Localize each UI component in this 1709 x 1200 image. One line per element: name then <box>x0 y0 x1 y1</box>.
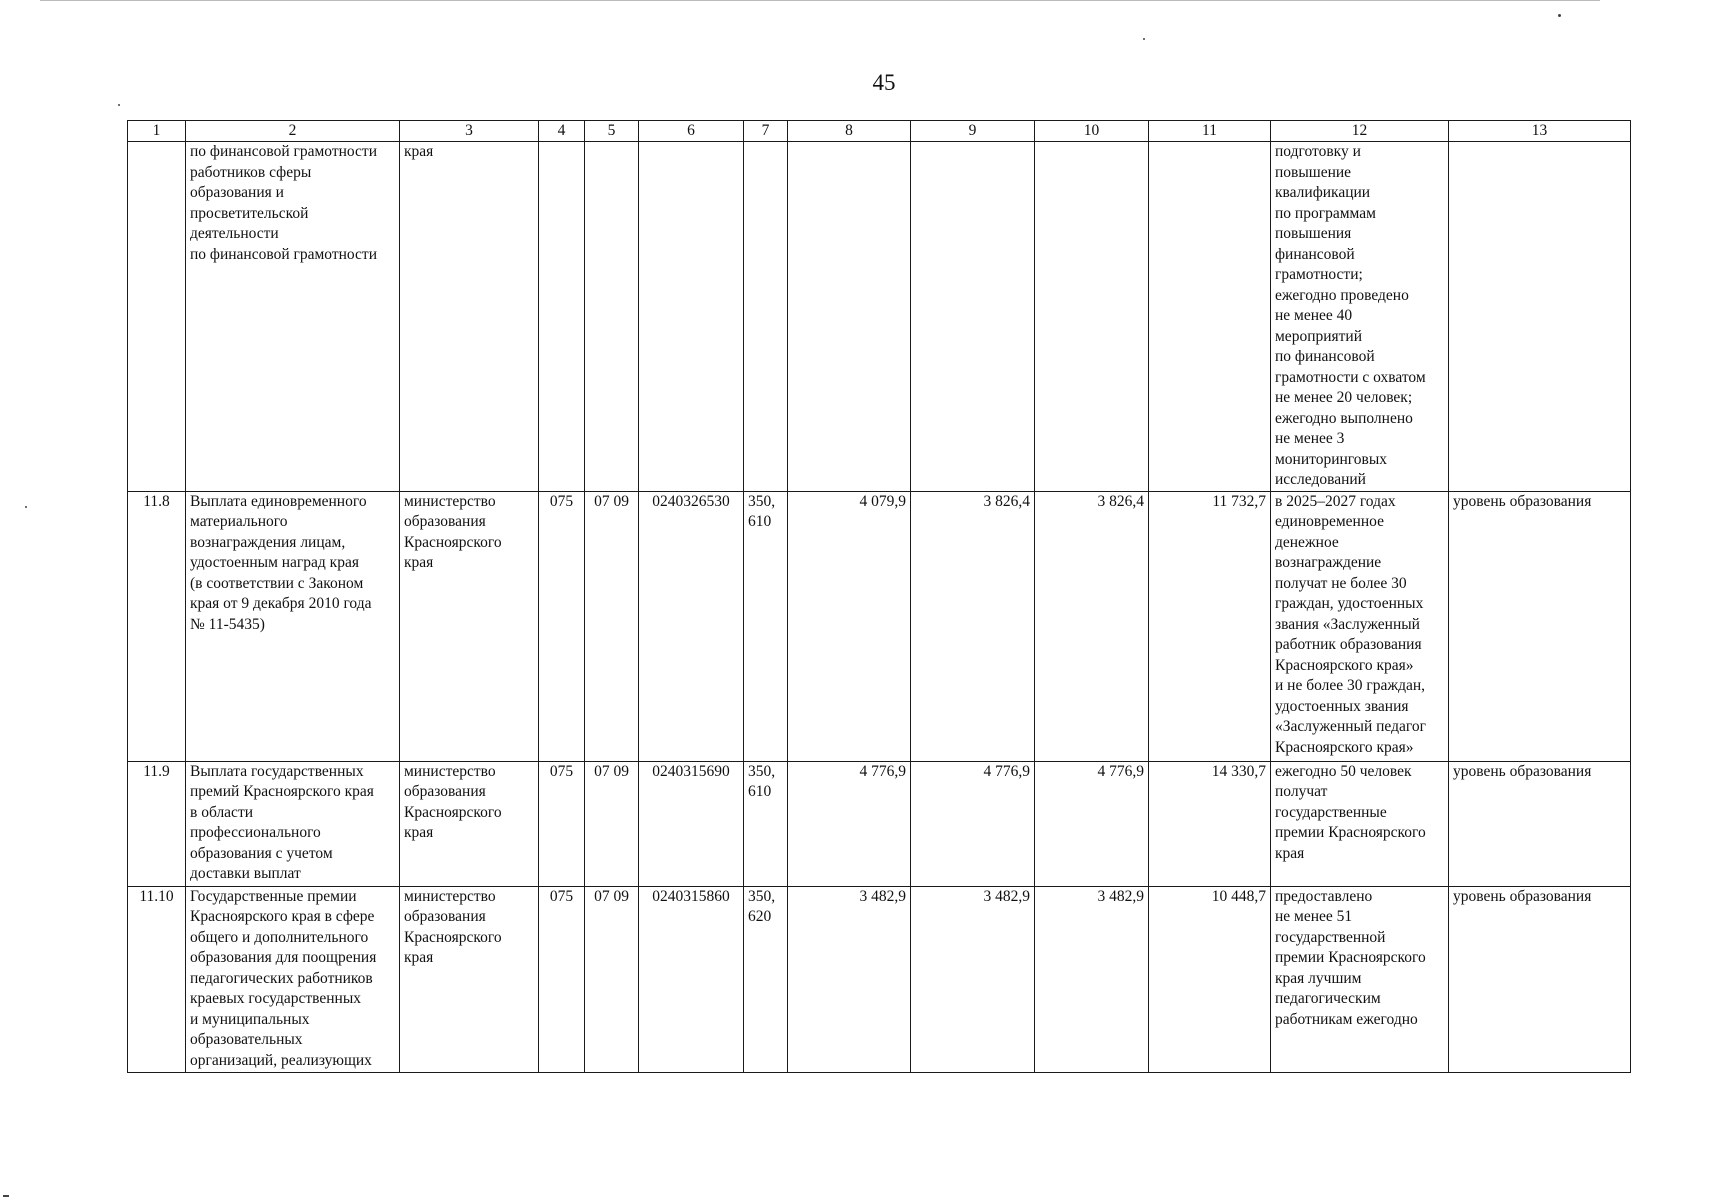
scan-edge-top <box>40 0 1600 1</box>
expected-result: предоставлено не менее 51 государственной премии Красноярского края лучшим педагогическим работникам ежегодно <box>1271 886 1449 1072</box>
header-cell: 11 <box>1149 121 1271 142</box>
expense-code: 350, 610 <box>744 761 788 886</box>
amount-year-1: 4 776,9 <box>788 761 911 886</box>
header-cell: 2 <box>186 121 400 142</box>
header-cell: 3 <box>400 121 539 142</box>
section-code: 07 09 <box>585 761 639 886</box>
table-row <box>128 142 1631 492</box>
section-code: 07 09 <box>585 491 639 761</box>
amount-total: 10 448,7 <box>1149 886 1271 1072</box>
program-measures-table <box>127 120 1631 1073</box>
row-number <box>128 142 186 492</box>
expected-result: подготовку и повышение квалификации по программам повышения финансовой грамотности; ежегодно проведено не менее 40 мероприятий по финансовой грамотности с охватом не менее 20 человек; ежегодно выполнено не менее 3 мониторинговых исследований <box>1271 142 1449 492</box>
header-cell: 13 <box>1449 121 1631 142</box>
amount-year-2: 3 482,9 <box>911 886 1035 1072</box>
header-cell: 4 <box>539 121 585 142</box>
scan-speck <box>1558 14 1561 17</box>
section-code: 07 09 <box>585 886 639 1072</box>
expected-result: ежегодно 50 человек получат государственные премии Красноярского края <box>1271 761 1449 886</box>
header-cell: 6 <box>639 121 744 142</box>
table-row <box>128 491 1631 761</box>
row-number: 11.8 <box>128 491 186 761</box>
measure-name: по финансовой грамотности работников сферы образования и просветительской деятельности по финансовой грамотности <box>186 142 400 492</box>
measure-name: Выплата единовременного материального вознаграждения лицам, удостоенным наград края (в соответствии с Законом края от 9 декабря 2010 года № 11-5435) <box>186 491 400 761</box>
expense-code: 350, 620 <box>744 886 788 1072</box>
header-cell: 7 <box>744 121 788 142</box>
scan-speck <box>118 104 120 106</box>
header-cell: 9 <box>911 121 1035 142</box>
executor: министерство образования Красноярского края <box>400 491 539 761</box>
measure-name: Выплата государственных премий Красноярского края в области профессионального образования с учетом доставки выплат <box>186 761 400 886</box>
header-cell: 5 <box>585 121 639 142</box>
amount-year-3: 4 776,9 <box>1035 761 1149 886</box>
target-code: 0240326530 <box>639 491 744 761</box>
scan-speck <box>3 1195 9 1197</box>
table-row <box>128 886 1631 1072</box>
executor: министерство образования Красноярского края <box>400 761 539 886</box>
table-row <box>128 761 1631 886</box>
target-code: 0240315690 <box>639 761 744 886</box>
measure-name: Государственные премии Красноярского края в сфере общего и дополнительного образования для поощрения педагогических работников краевых государственных и муниципальных образовательных организаций, реализующих <box>186 886 400 1072</box>
amount-total: 11 732,7 <box>1149 491 1271 761</box>
education-level: уровень образования <box>1449 886 1631 1072</box>
executor: министерство образования Красноярского края <box>400 886 539 1072</box>
executor: края <box>400 142 539 492</box>
amount-year-1 <box>788 142 911 492</box>
amount-year-3: 3 482,9 <box>1035 886 1149 1072</box>
target-code: 0240315860 <box>639 886 744 1072</box>
expense-code <box>744 142 788 492</box>
education-level <box>1449 142 1631 492</box>
amount-year-2: 3 826,4 <box>911 491 1035 761</box>
page-number: 45 <box>872 70 896 95</box>
expense-code: 350, 610 <box>744 491 788 761</box>
amount-year-3: 3 826,4 <box>1035 491 1149 761</box>
education-level: уровень образования <box>1449 491 1631 761</box>
grbs-code: 075 <box>539 491 585 761</box>
amount-year-2 <box>911 142 1035 492</box>
amount-year-3 <box>1035 142 1149 492</box>
section-code <box>585 142 639 492</box>
header-row <box>128 121 1631 142</box>
header-cell: 8 <box>788 121 911 142</box>
amount-year-2: 4 776,9 <box>911 761 1035 886</box>
amount-year-1: 4 079,9 <box>788 491 911 761</box>
row-number: 11.10 <box>128 886 186 1072</box>
amount-total <box>1149 142 1271 492</box>
scan-speck <box>25 506 27 508</box>
expected-result: в 2025–2027 годах единовременное денежное вознаграждение получат не более 30 граждан, удостоенных звания «Заслуженный работник образования Красноярского края» и не более 30 граждан, удостоенных звания «Заслуженный педагог Красноярского края» <box>1271 491 1449 761</box>
header-cell: 12 <box>1271 121 1449 142</box>
header-cell: 1 <box>128 121 186 142</box>
row-number: 11.9 <box>128 761 186 886</box>
grbs-code: 075 <box>539 761 585 886</box>
scan-speck <box>1143 38 1145 40</box>
header-cell: 10 <box>1035 121 1149 142</box>
education-level: уровень образования <box>1449 761 1631 886</box>
target-code <box>639 142 744 492</box>
amount-total: 14 330,7 <box>1149 761 1271 886</box>
amount-year-1: 3 482,9 <box>788 886 911 1072</box>
grbs-code: 075 <box>539 886 585 1072</box>
grbs-code <box>539 142 585 492</box>
